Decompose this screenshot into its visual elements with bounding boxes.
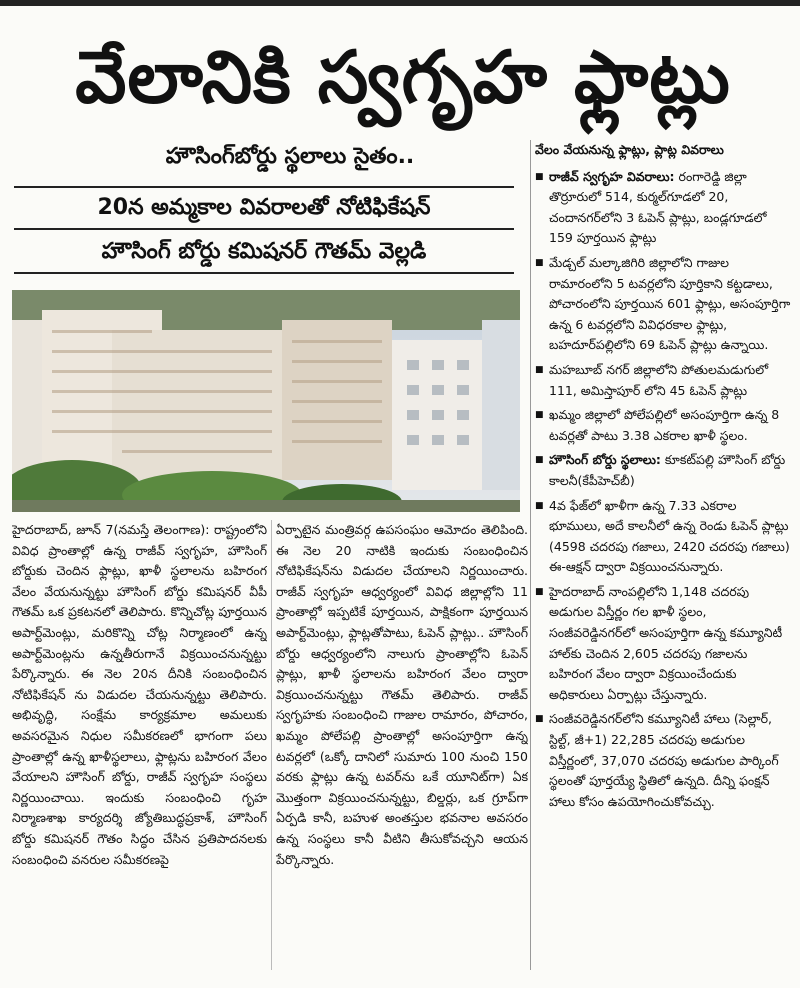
details-item-text: రంగారెడ్డి జిల్లా తొర్రూరులో 514, కుర్మల్‌గూడలో 20, చందానగర్‌లోని 3 ఓపెన్ ప్లాట్లు, బండ్లగూడలో 159 పూర్తయిన ఫ్లాట్లు <box>549 168 767 246</box>
details-column <box>535 140 791 970</box>
kicker: హౌసింగ్‌బోర్డు స్థలాలు సైతం.. <box>165 144 415 169</box>
details-item-text: కూకట్‌పల్లి హౌసింగ్ బోర్డు కాలనీ(కేపీహెచ్‌బీ) <box>549 452 786 488</box>
article-paragraph: హైదరాబాద్, జూన్ 7(నమస్తే తెలంగాణ): రాష్ట్రంలోని వివిధ ప్రాంతాల్లో ఉన్న రాజీవ్ స్వగృహ, హౌసింగ్ బోర్డుకు చెందిన ఫ్లాట్లు, ఖాళీ స్థలాలను బహిరంగ వేలం వేయనున్నట్టు హౌసింగ్ బోర్డు కమిషనర్ వీపీ గౌతమ్ ఒక ప్రకటనలో తెలిపారు. కొన్నిచోట్ల పూర్తయిన అపార్ట్‌మెంట్లు, మరికొన్ని చోట్ల నిర్మాణంలో ఉన్న అపార్ట్‌మెంట్లను ఉన్నతీరుగానే విక్రయించనున్నట్టు పేర్కొన్నారు. ఈ నెల 20న దీనికి సంబంధించిన నోటిఫికేషన్ ను విడుదల చేయనున్నట్టు తెలిపారు. అభివృద్ధి, సంక్షేమ కార్యక్రమాల అమలుకు అవసరమైన నిధుల సమీకరణలో భాగంగా పలు ప్రాంతాల్లో ఉన్న ఖాళీస్థలాలు, ఫ్లాట్లను బహిరంగ వేలం వేయాలని హౌసింగ్ బోర్డు, రాజీవ్ స్వగృహ సంస్థలు నిర్ణయించాయి. ఇందుకు సంబంధించి గృహ నిర్మాణశాఖ కార్యదర్శి జ్యోతిబుద్ధప్రకాశ్, హౌసింగ్ బోర్డు కమిషనర్ గౌతం సిద్ధం చేసిన ప్రతిపాదనలకు సంబంధించి వనరుల సమీకరణపై <box>12 522 267 867</box>
article-column-1 <box>12 520 267 970</box>
details-item-lead: రాజీవ్ స్వగృహ వివరాలు: <box>549 168 675 184</box>
details-item-lead: హౌసింగ్ బోర్డు స్థలాలు: <box>549 452 661 468</box>
apartment-photo <box>12 290 520 512</box>
article-column-2 <box>276 520 528 970</box>
details-item-text: ఖమ్మం జిల్లాలో పోలేపల్లిలో అసంపూర్తిగా ఉన్న 8 టవర్లతో పాటు 3.38 ఎకరాల ఖాళీ స్థలం. <box>549 407 780 443</box>
details-item <box>535 709 791 812</box>
column-rule <box>530 140 531 970</box>
details-item <box>535 360 791 401</box>
details-item-text: మహబూబ్ నగర్ జిల్లాలోని పోతులమడుగులో 111, అమిస్తాపూర్ లోని 45 ఓపెన్ ప్లాట్లు <box>549 361 769 398</box>
details-item <box>535 167 791 249</box>
details-heading: వేలం వేయనున్న ఫ్లాట్లు, ప్లాట్ల వివరాలు <box>535 142 724 157</box>
details-item <box>535 253 791 356</box>
details-item <box>535 496 791 578</box>
details-item <box>535 450 791 491</box>
details-item-text: 4వ ఫేజ్‌లో ఖాళీగా ఉన్న 7.33 ఎకరాల భూములు, అదే కాలనీలో ఉన్న రెండు ఓపెన్ ప్లాట్లు (4598 చదరపు గజాలు, 2420 చదరపు గజాలు) ఈ-ఆక్షన్ ద్వారా విక్రయించనున్నారు. <box>549 497 790 575</box>
details-item <box>535 405 791 446</box>
subhead-secondary: హౌసింగ్ బోర్డు కమిషనర్ గౌతమ్ వెల్లడి <box>14 232 514 274</box>
headline: వేలానికి స్వగృహ ఫ్లాట్లు <box>75 35 731 119</box>
apartment-illustration <box>12 290 520 512</box>
details-item-text: హైదరాబాద్ నాంపల్లిలోని 1,148 చదరపు అడుగుల విస్తీర్ణం గల ఖాళీ స్థలం, సంజీవరెడ్డినగర్‌లో అసంపూర్తిగా ఉన్న కమ్యూనిటీ హాల్‌కు చెందిన 2,605 చదరపు గజాలను బహిరంగ వేలం ద్వారా విక్రయించేందుకు అధికారులు ఏర్పాట్లు చేస్తున్నారు. <box>549 583 783 702</box>
details-item-text: మేడ్చల్ మల్కాజిగిరి జిల్లాలోని గాజుల రామారంలోని 5 టవర్లలోని పూర్తికాని కట్టడాలు, పోచారంలోని పూర్తయిన 601 ఫ్లాట్లు, అసంపూర్తిగా ఉన్న 6 టవర్లలోని వివిధరకాల ఫ్లాట్లు, బహదూర్‌పల్లిలోని 69 ఓపెన్ ప్లాట్లు ఉన్నాయి. <box>549 254 791 353</box>
details-item-text: సంజీవరెడ్డినగర్‌లోని కమ్యూనిటీ హాలు (సెల్లార్, స్టిల్ట్, జీ+1) 22,285 చదరపు అడుగుల విస్తీర్ణంలో, 37,070 చదరపు అడుగుల పార్కింగ్ స్థలంతో పూర్తయ్యే స్థితిలో ఉన్నది. దీన్ని ఫంక్షన్ హాలు కోసం ఉపయోగించుకోవచ్చు. <box>549 711 779 809</box>
subhead: 20న అమ్మకాల వివరాలతో నోటిఫికేషన్ <box>14 186 514 230</box>
top-rule <box>0 0 800 6</box>
details-item <box>535 582 791 706</box>
column-rule <box>271 520 272 970</box>
article-paragraph: ఏర్పాటైన మంత్రివర్గ ఉపసంఘం ఆమోదం తెలిపింది. ఈ నెల 20 నాటికి ఇందుకు సంబంధించిన నోటిఫికేషన్‌ను విడుదల చేయాలని నిర్ణయించారు. రాజీవ్ స్వగృహ ఆధ్వర్యంలో వివిధ జిల్లాల్లోని 11 ప్రాంతాల్లో ఇప్పటికే పూర్తయిన, పాక్షికంగా పూర్తయిన అపార్ట్‌మెంట్లు, ఫ్లాట్లతోపాటు, ఓపెన్ ప్లాట్లు.. హౌసింగ్ బోర్డు ఆధ్వర్యంలోని నాలుగు ప్రాంతాల్లోని ఓపెన్ ప్లాట్లు, ఖాళీ స్థలాలను బహిరంగ వేలం ద్వారా విక్రయించనున్నట్టు గౌతమ్ తెలిపారు. రాజీవ్ స్వగృహకు సంబంధించి గాజుల రామారం, పోచారం, ఖమ్మం పోలేపల్లి ప్రాంతాల్లో అసంపూర్తిగా ఉన్న టవర్లలో (ఒక్కో దానిలో సుమారు 100 నుంచి 150 వరకు ఫ్లాట్లు ఉన్న టవర్‌ను ఒకే యూనిట్‌గా) ఏక మొత్తంగా విక్రయించనున్నట్టు, బిల్డర్లు, ఒక గ్రూప్‌గా ఏర్పడి కానీ, బహుళ అంతస్తుల భవనాల అవసరం ఉన్న సంస్థలు కానీ వీటిని తీసుకోవచ్చని ఆయన పేర్కొన్నారు. <box>276 522 528 867</box>
